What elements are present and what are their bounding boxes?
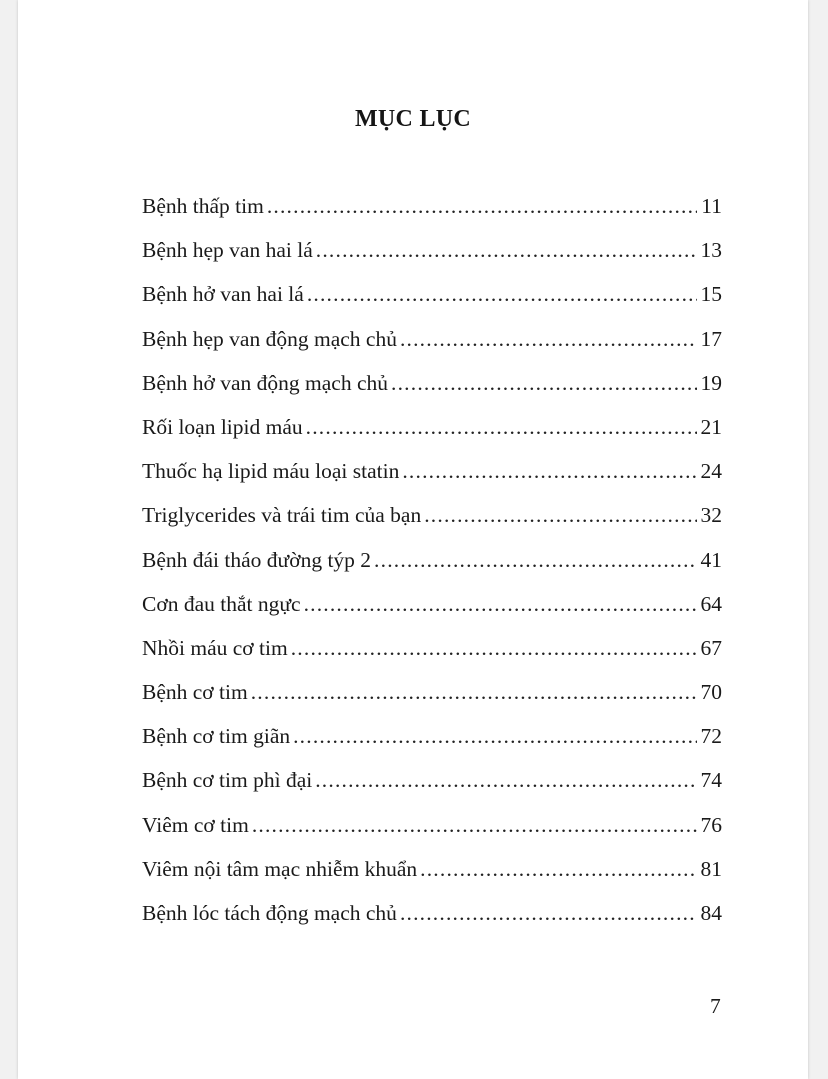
toc-entry: [142, 196, 722, 240]
toc-entry-title: Cơn đau thắt ngực: [142, 591, 301, 616]
toc-entry-page: 19: [700, 370, 722, 395]
dot-leader: [402, 461, 696, 483]
toc-entry: [142, 284, 722, 328]
toc-entry-page: 70: [700, 680, 722, 705]
dot-leader: [420, 859, 696, 881]
toc-entry: [142, 856, 722, 903]
toc-entry-title: Bệnh cơ tim: [142, 680, 248, 705]
dot-leader: [315, 770, 696, 792]
toc-entry-page: 74: [700, 768, 722, 793]
dot-leader: [400, 329, 697, 351]
dot-leader: [252, 815, 697, 837]
dot-leader: [267, 196, 697, 218]
toc-entry: [142, 414, 722, 461]
toc-entry-title: Rối loạn lipid máu: [142, 414, 303, 439]
toc-entry-page: 76: [700, 812, 722, 837]
toc-entry-page: 84: [700, 901, 722, 925]
toc-entry-title: Nhồi máu cơ tim: [142, 635, 288, 660]
toc-entry-title: Thuốc hạ lipid máu loại statin: [142, 459, 400, 484]
page-title: MỤC LỤC: [354, 106, 472, 132]
dot-leader: [316, 240, 697, 262]
toc-entry: [142, 591, 722, 638]
toc-entry-page: 17: [700, 326, 722, 351]
dot-leader: [307, 284, 697, 306]
toc-entry-title: Bệnh thấp tim: [142, 194, 264, 218]
toc-entry-title: Bệnh lóc tách động mạch chủ: [142, 901, 397, 925]
toc-entry-page: 21: [700, 414, 722, 439]
toc-entry: [142, 682, 722, 726]
dot-leader: [304, 594, 697, 616]
dot-leader: [293, 726, 696, 748]
toc-entry: [142, 726, 722, 770]
toc-entry-title: Triglycerides và trái tim của bạn: [142, 503, 422, 528]
dot-leader: [400, 903, 697, 925]
toc-entry-page: 67: [700, 635, 722, 660]
toc-entry-page: 72: [700, 724, 722, 749]
toc-entry-page: 32: [700, 503, 722, 528]
toc-entry-page: 15: [700, 282, 722, 307]
toc-entry: [142, 461, 722, 505]
toc-entry-page: 41: [700, 547, 722, 572]
toc-entry-title: Viêm nội tâm mạc nhiễm khuẩn: [142, 856, 418, 881]
toc-entry: [142, 812, 722, 859]
toc-entry-page: 81: [700, 856, 722, 881]
toc-entry: [142, 326, 722, 373]
table-of-contents: [142, 196, 722, 947]
toc-entry: [142, 903, 722, 947]
toc-entry-title: Bệnh hở van hai lá: [142, 282, 304, 307]
toc-entry: [142, 370, 722, 417]
toc-entry-page: 13: [700, 238, 722, 263]
toc-entry-title: Bệnh cơ tim phì đại: [142, 768, 313, 793]
toc-entry-page: 64: [700, 591, 722, 616]
toc-entry-title: Bệnh cơ tim giãn: [142, 724, 291, 749]
toc-entry-title: Bệnh hở van động mạch chủ: [142, 370, 389, 395]
toc-entry: [142, 505, 722, 549]
dot-leader: [424, 505, 696, 527]
toc-entry-page: 24: [700, 459, 722, 484]
page-number: 7: [710, 994, 721, 1018]
toc-entry: [142, 770, 722, 814]
toc-entry-title: Bệnh đái tháo đường týp 2: [142, 547, 372, 572]
toc-entry-title: Bệnh hẹp van động mạch chủ: [142, 326, 397, 351]
dot-leader: [291, 638, 697, 660]
toc-entry-page: 11: [701, 194, 722, 218]
toc-entry-title: Bệnh hẹp van hai lá: [142, 238, 313, 263]
document-page: [18, 0, 808, 1079]
dot-leader: [374, 550, 696, 572]
toc-entry: [142, 635, 722, 682]
toc-entry-title: Viêm cơ tim: [142, 812, 249, 837]
toc-entry: [142, 547, 722, 594]
dot-leader: [391, 373, 696, 395]
dot-leader: [306, 417, 697, 439]
dot-leader: [251, 682, 697, 704]
toc-entry: [142, 240, 722, 284]
